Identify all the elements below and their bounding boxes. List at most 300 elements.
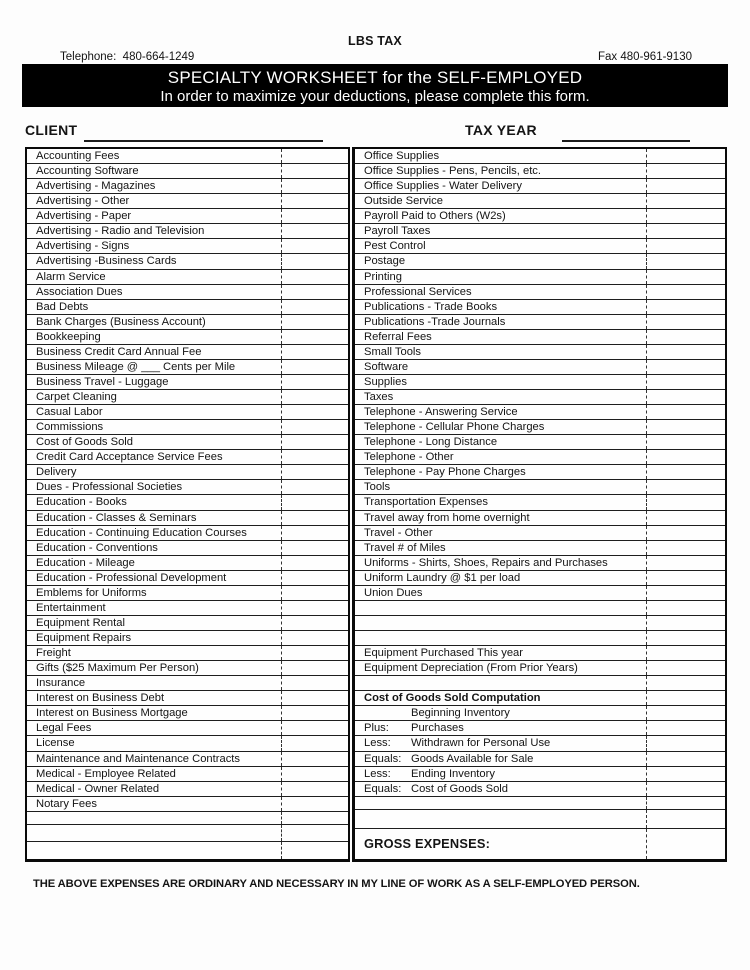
expense-label: Maintenance and Maintenance Contracts [36, 752, 240, 765]
client-label: CLIENT [25, 122, 78, 138]
expense-label: Office Supplies - Water Delivery [364, 180, 522, 193]
amount-cell[interactable] [646, 829, 725, 859]
table-row [27, 375, 348, 390]
expense-label: Travel - Other [364, 526, 433, 539]
cogs-prefix: Less: [364, 737, 391, 750]
amount-cell[interactable] [281, 797, 348, 811]
amount-cell[interactable] [646, 345, 725, 359]
expense-label: Uniforms - Shirts, Shoes, Repairs and Purchases [364, 556, 608, 569]
cogs-title-row [355, 691, 725, 706]
gross-expenses-row [355, 829, 725, 859]
expense-label: Telephone - Answering Service [364, 406, 518, 419]
cogs-row [355, 721, 725, 736]
expense-label: Education - Continuing Education Courses [36, 526, 247, 539]
table-row [27, 601, 348, 616]
expense-label: Carpet Cleaning [36, 391, 117, 403]
amount-cell[interactable] [646, 752, 725, 766]
amount-cell[interactable] [646, 495, 725, 509]
amount-cell[interactable] [281, 601, 348, 615]
amount-cell[interactable] [646, 270, 725, 284]
expense-label [355, 601, 646, 615]
amount-cell[interactable] [646, 209, 725, 223]
amount-cell[interactable] [281, 736, 348, 750]
table-row [27, 254, 348, 269]
amount-cell[interactable] [281, 676, 348, 690]
amount-cell[interactable] [646, 149, 725, 163]
amount-cell[interactable] [281, 480, 348, 494]
table-row [27, 390, 348, 405]
amount-cell[interactable] [281, 631, 348, 645]
amount-cell[interactable] [646, 767, 725, 781]
amount-cell[interactable] [281, 495, 348, 509]
expense-label: Telephone - Cellular Phone Charges [364, 421, 545, 434]
expense-label: Postage [364, 255, 406, 268]
table-row [27, 691, 348, 706]
amount-cell[interactable] [646, 360, 725, 374]
amount-cell[interactable] [281, 450, 348, 464]
amount-cell[interactable] [281, 812, 348, 824]
expense-label: Telephone - Other [364, 451, 454, 464]
expense-label: Alarm Service [36, 270, 106, 283]
table-row [355, 270, 725, 285]
table-row [355, 360, 725, 375]
amount-cell[interactable] [281, 390, 348, 404]
amount-cell[interactable] [281, 571, 348, 585]
amount-cell[interactable] [281, 315, 348, 329]
table-row [27, 239, 348, 254]
expense-label [355, 616, 646, 630]
empty-row [355, 797, 725, 810]
table-row [355, 480, 725, 495]
table-row [355, 586, 725, 601]
amount-cell[interactable] [646, 420, 725, 434]
expense-label: Advertising - Paper [36, 210, 132, 223]
table-row [355, 330, 725, 345]
table-row [355, 285, 725, 300]
expense-label: Credit Card Acceptance Service Fees [36, 451, 223, 464]
amount-cell[interactable] [281, 691, 348, 705]
cogs-row [355, 736, 725, 751]
telephone-line [60, 51, 194, 63]
table-row [27, 224, 348, 239]
expense-label: Payroll Paid to Others (W2s) [364, 210, 506, 223]
amount-cell[interactable] [281, 661, 348, 675]
expense-label: Accounting Fees [36, 150, 120, 162]
banner-subtitle: In order to maximize your deductions, please complete this form. [160, 88, 590, 105]
amount-cell[interactable] [646, 390, 725, 404]
amount-cell[interactable] [281, 254, 348, 268]
expense-label: Business Travel - Luggage [36, 375, 169, 388]
expense-label: Education - Conventions [36, 541, 158, 554]
table-row [355, 164, 725, 179]
expense-label: Equipment Depreciation (From Prior Years) [364, 662, 578, 675]
amount-cell[interactable] [281, 825, 348, 841]
amount-cell[interactable] [646, 239, 725, 253]
table-row [27, 285, 348, 300]
amount-cell[interactable] [646, 586, 725, 600]
expense-label: Office Supplies - Pens, Pencils, etc. [364, 165, 542, 178]
expense-label [355, 810, 646, 828]
expense-label [27, 812, 281, 824]
expense-label: Dues - Professional Societies [36, 481, 183, 494]
expense-label: Legal Fees [36, 722, 92, 735]
amount-cell[interactable] [281, 405, 348, 419]
expense-label [355, 736, 646, 750]
amount-cell[interactable] [646, 601, 725, 615]
table-row [27, 149, 348, 164]
table-row [355, 300, 725, 315]
amount-cell[interactable] [646, 810, 725, 828]
table-row [27, 360, 348, 375]
expense-label: Casual Labor [36, 406, 103, 419]
empty-row [355, 616, 725, 631]
expense-label: Equipment Rental [36, 616, 125, 629]
expense-label: Interest on Business Debt [36, 692, 165, 705]
left-expense-table [25, 147, 350, 862]
expense-label: Freight [36, 647, 71, 660]
table-row [355, 526, 725, 541]
expense-label: Advertising - Magazines [36, 180, 156, 193]
expense-label: Bank Charges (Business Account) [36, 315, 206, 328]
amount-cell[interactable] [281, 541, 348, 555]
cogs-label: Withdrawn for Personal Use [411, 737, 551, 750]
table-row [355, 315, 725, 330]
table-row [355, 405, 725, 420]
amount-cell[interactable] [281, 556, 348, 570]
expense-label: Insurance [36, 677, 86, 690]
amount-cell[interactable] [281, 239, 348, 253]
expense-label: Education - Professional Development [36, 571, 227, 584]
table-row [355, 179, 725, 194]
amount-cell[interactable] [646, 631, 725, 645]
cogs-prefix: Plus: [364, 722, 389, 735]
expense-label: Union Dues [364, 586, 423, 599]
amount-cell[interactable] [646, 541, 725, 555]
table-row [27, 465, 348, 480]
cogs-row [355, 706, 725, 721]
table-row [27, 631, 348, 646]
table-row [27, 164, 348, 179]
expense-label: Office Supplies [364, 150, 440, 162]
amount-cell[interactable] [281, 270, 348, 284]
expense-label: Education - Classes & Seminars [36, 511, 197, 524]
amount-cell[interactable] [281, 345, 348, 359]
cogs-row [355, 782, 725, 797]
table-row [27, 495, 348, 510]
amount-cell[interactable] [646, 465, 725, 479]
expense-label: License [36, 737, 75, 750]
expense-label: Tools [364, 481, 391, 494]
fax-line: Fax 480-961-9130 [598, 51, 692, 63]
amount-cell[interactable] [646, 285, 725, 299]
table-row [27, 767, 348, 782]
table-row [27, 330, 348, 345]
amount-cell[interactable] [281, 285, 348, 299]
table-row [27, 511, 348, 526]
table-row [27, 752, 348, 767]
amount-cell[interactable] [646, 646, 725, 660]
amount-cell[interactable] [646, 194, 725, 208]
expense-label [27, 825, 281, 841]
table-row [27, 661, 348, 676]
expense-label [355, 706, 646, 720]
table-row [355, 450, 725, 465]
table-row [355, 239, 725, 254]
amount-cell[interactable] [646, 224, 725, 238]
expense-label [355, 631, 646, 645]
table-row [27, 782, 348, 797]
expense-label: Bookkeeping [36, 330, 101, 343]
table-row [27, 571, 348, 586]
amount-cell[interactable] [281, 646, 348, 660]
table-row [355, 571, 725, 586]
cogs-label: Ending Inventory [411, 767, 495, 780]
cogs-row [355, 752, 725, 767]
equipment-row [355, 646, 725, 661]
table-row [27, 345, 348, 360]
right-expense-table [352, 147, 727, 862]
expense-label: Payroll Taxes [364, 225, 431, 238]
amount-cell[interactable] [646, 450, 725, 464]
expense-label [355, 676, 646, 690]
amount-cell[interactable] [646, 480, 725, 494]
amount-cell[interactable] [281, 721, 348, 735]
expense-label: Travel away from home overnight [364, 511, 530, 524]
table-row [27, 300, 348, 315]
table-row [27, 405, 348, 420]
amount-cell[interactable] [281, 179, 348, 193]
expense-label: Small Tools [364, 345, 421, 358]
equipment-row [355, 661, 725, 676]
expense-label: Professional Services [364, 285, 472, 298]
amount-cell[interactable] [281, 420, 348, 434]
expense-label: Business Credit Card Annual Fee [36, 345, 202, 358]
table-row [27, 270, 348, 285]
amount-cell[interactable] [646, 254, 725, 268]
table-row [27, 616, 348, 631]
expense-label: Uniform Laundry @ $1 per load [364, 571, 521, 584]
amount-cell[interactable] [281, 616, 348, 630]
empty-row [27, 825, 348, 842]
amount-cell[interactable] [281, 360, 348, 374]
amount-cell[interactable] [281, 706, 348, 720]
amount-cell[interactable] [646, 691, 725, 705]
empty-row [27, 842, 348, 859]
expense-label: Equipment Repairs [36, 632, 132, 644]
table-row [355, 194, 725, 209]
table-row [355, 435, 725, 450]
expense-label: Telephone - Long Distance [364, 436, 498, 449]
amount-cell[interactable] [281, 300, 348, 314]
expense-label [355, 797, 646, 809]
cogs-label: Goods Available for Sale [411, 752, 534, 765]
amount-cell[interactable] [281, 511, 348, 525]
table-row [27, 721, 348, 736]
table-row [355, 541, 725, 556]
table-row [355, 390, 725, 405]
amount-cell[interactable] [646, 526, 725, 540]
telephone-label: Telephone: [60, 51, 117, 63]
expense-label: Entertainment [36, 601, 106, 614]
table-row [27, 209, 348, 224]
amount-cell[interactable] [646, 571, 725, 585]
table-row [355, 465, 725, 480]
expense-label: Medical - Employee Related [36, 767, 176, 780]
amount-cell[interactable] [646, 616, 725, 630]
expense-label: Bad Debts [36, 300, 89, 313]
table-row [355, 511, 725, 526]
amount-cell[interactable] [646, 375, 725, 389]
table-row [27, 526, 348, 541]
expense-label: Gifts ($25 Maximum Per Person) [36, 662, 199, 675]
expense-label: Travel # of Miles [364, 541, 446, 554]
amount-cell[interactable] [281, 465, 348, 479]
expense-label: Software [364, 360, 409, 373]
table-row [355, 254, 725, 269]
amount-cell[interactable] [281, 586, 348, 600]
banner-title: SPECIALTY WORKSHEET for the SELF-EMPLOYED [167, 68, 583, 87]
amount-cell[interactable] [281, 752, 348, 766]
expense-label [27, 842, 281, 859]
empty-row [27, 812, 348, 825]
amount-cell[interactable] [281, 164, 348, 178]
table-row [27, 450, 348, 465]
cogs-label: Beginning Inventory [411, 707, 510, 720]
expense-label: Interest on Business Mortgage [36, 707, 188, 720]
expense-label [355, 752, 646, 766]
expense-label: Association Dues [36, 285, 123, 298]
amount-cell[interactable] [646, 511, 725, 525]
table-row [27, 435, 348, 450]
expense-label: Delivery [36, 466, 77, 479]
expense-label: Cost of Goods Sold [36, 436, 134, 449]
amount-cell[interactable] [646, 405, 725, 419]
expense-label: Publications -Trade Journals [364, 315, 506, 328]
expense-label: Advertising -Business Cards [36, 255, 177, 268]
table-row [355, 495, 725, 510]
title-banner [22, 64, 728, 107]
table-row [355, 420, 725, 435]
table-row [27, 480, 348, 495]
table-row [355, 345, 725, 360]
amount-cell[interactable] [281, 767, 348, 781]
cogs-prefix: Equals: [364, 752, 402, 765]
table-row [27, 586, 348, 601]
expense-label: Medical - Owner Related [36, 782, 160, 795]
expense-label: Education - Mileage [36, 556, 135, 569]
empty-row [355, 601, 725, 616]
amount-cell[interactable] [646, 556, 725, 570]
table-row [27, 706, 348, 721]
cogs-label: Cost of Goods Sold [411, 782, 509, 795]
expense-label [355, 721, 646, 735]
table-row [27, 315, 348, 330]
expense-label: Notary Fees [36, 797, 97, 810]
amount-cell[interactable] [646, 797, 725, 809]
table-row [27, 736, 348, 751]
amount-cell[interactable] [646, 164, 725, 178]
expense-label [355, 782, 646, 796]
table-row [27, 556, 348, 571]
telephone-value: 480-664-1249 [122, 51, 195, 63]
company-name: LBS TAX [348, 34, 402, 48]
table-row [27, 797, 348, 812]
expense-label: Publications - Trade Books [364, 300, 498, 313]
amount-cell[interactable] [646, 721, 725, 735]
amount-cell[interactable] [646, 330, 725, 344]
tax-year-label: TAX YEAR [465, 122, 537, 138]
cogs-prefix: Less: [364, 767, 391, 780]
expense-label: Telephone - Pay Phone Charges [364, 466, 526, 479]
amount-cell[interactable] [281, 224, 348, 238]
amount-cell[interactable] [281, 149, 348, 163]
table-row [355, 209, 725, 224]
expense-label: Education - Books [36, 496, 127, 509]
expense-label: Pest Control [364, 240, 426, 253]
amount-cell[interactable] [646, 435, 725, 449]
client-fill-line[interactable] [84, 124, 323, 142]
table-row [355, 224, 725, 239]
table-row [27, 646, 348, 661]
expense-label: Advertising - Signs [36, 240, 130, 253]
cogs-title: Cost of Goods Sold Computation [364, 692, 541, 705]
table-row [355, 375, 725, 390]
gross-expenses-label: GROSS EXPENSES: [364, 836, 491, 852]
amount-cell[interactable] [281, 375, 348, 389]
amount-cell[interactable] [281, 194, 348, 208]
amount-cell[interactable] [281, 435, 348, 449]
cogs-row [355, 767, 725, 782]
amount-cell[interactable] [281, 782, 348, 796]
footer-statement: THE ABOVE EXPENSES ARE ORDINARY AND NECESSARY IN MY LINE OF WORK AS A SELF-EMPLOYED PERSON. [33, 878, 640, 890]
empty-row [355, 676, 725, 691]
amount-cell[interactable] [646, 676, 725, 690]
expense-label: Outside Service [364, 195, 443, 208]
cogs-label: Purchases [411, 722, 464, 735]
expense-label: Printing [364, 270, 402, 283]
amount-cell[interactable] [646, 315, 725, 329]
empty-row [355, 810, 725, 829]
amount-cell[interactable] [646, 661, 725, 675]
table-row [27, 541, 348, 556]
tax-year-fill-line[interactable] [562, 124, 690, 142]
amount-cell[interactable] [646, 782, 725, 796]
expense-label: Accounting Software [36, 165, 139, 178]
expense-label: Referral Fees [364, 330, 432, 343]
amount-cell[interactable] [646, 179, 725, 193]
amount-cell[interactable] [646, 736, 725, 750]
table-row [355, 149, 725, 164]
expense-label: Business Mileage @ ___ Cents per Mile [36, 360, 236, 373]
expense-label: Supplies [364, 375, 407, 388]
expense-label: Equipment Purchased This year [364, 647, 523, 660]
amount-cell[interactable] [646, 300, 725, 314]
expense-label: Advertising - Radio and Television [36, 225, 205, 238]
table-row [27, 179, 348, 194]
amount-cell[interactable] [281, 330, 348, 344]
expense-label: Advertising - Other [36, 195, 130, 208]
amount-cell[interactable] [281, 209, 348, 223]
table-row [27, 420, 348, 435]
table-row [355, 556, 725, 571]
expense-label: Transportation Expenses [364, 496, 488, 509]
amount-cell[interactable] [281, 842, 348, 859]
table-row [27, 194, 348, 209]
expense-label: Emblems for Uniforms [36, 586, 147, 599]
amount-cell[interactable] [646, 706, 725, 720]
expense-label: Taxes [364, 391, 394, 403]
amount-cell[interactable] [281, 526, 348, 540]
